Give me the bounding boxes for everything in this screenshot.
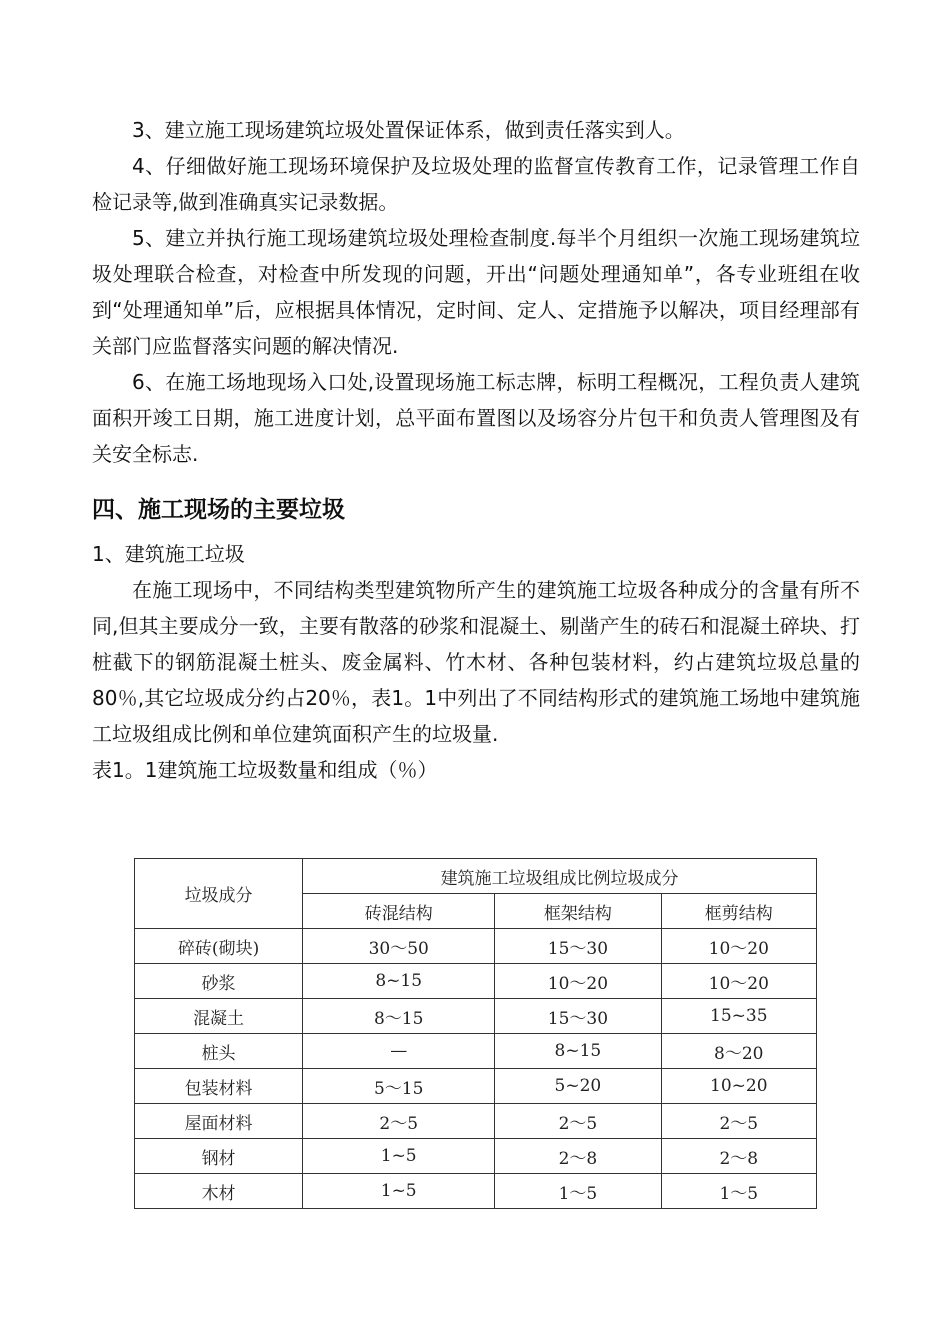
table-body	[135, 929, 817, 1209]
percentage-cell: 2～5	[303, 1104, 495, 1139]
percentage-cell: 5～15	[303, 1069, 495, 1104]
paragraph-item-6: 6、在施工场地现场入口处,设置现场施工标志牌，标明工程概况，工程负责人建筑面积开竣工日期，施工进度计划，总平面布置图以及场容分片包干和负责人管理图及有关安全标志.	[92, 370, 860, 466]
percentage-cell: 15~35	[661, 999, 816, 1034]
component-name-cell: 钢材	[135, 1139, 303, 1174]
row-header-cell: 垃圾成分	[135, 859, 303, 929]
section-body-paragraph: 在施工现场中，不同结构类型建筑物所产生的建筑施工垃圾各种成分的含量有所不同,但其主要成分一致，主要有散落的砂浆和混凝土、剔凿产生的砖石和混凝土碎块、打桩截下的钢筋混凝土桩头、废金属料、竹木材、各种包装材料，约占建筑垃圾总量的80％,其它垃圾成分约占20％，表1。1中列出了不同结构形式的建筑施工场地中建筑施工垃圾组成比例和单位建筑面积产生的垃圾量.	[92, 578, 860, 746]
section-heading: 四、施工现场的主要垃圾	[92, 497, 345, 523]
table-row	[135, 964, 817, 999]
paragraph-item-5: 5、建立并执行施工现场建筑垃圾处理检查制度.每半个月组织一次施工现场建筑垃圾处理联合检查，对检查中所发现的问题，开出“问题处理通知单”，各专业班组在收到“处理通知单”后，应根据具体情况，定时间、定人、定措施予以解决，项目经理部有关部门应监督落实问题的解决情况.	[92, 226, 860, 358]
table-row	[135, 1069, 817, 1104]
percentage-cell: 30～50	[303, 929, 495, 964]
percentage-cell: 15～30	[495, 929, 661, 964]
table-row	[135, 1104, 817, 1139]
table-caption: 表1。1建筑施工垃圾数量和组成（％）	[92, 758, 438, 782]
component-name-cell: 碎砖(砌块)	[135, 929, 303, 964]
section-subheading: 1、建筑施工垃圾	[92, 542, 245, 566]
group-header-cell: 建筑施工垃圾组成比例垃圾成分	[303, 859, 817, 894]
component-name-cell: 桩头	[135, 1034, 303, 1069]
table-row	[135, 999, 817, 1034]
percentage-cell: 1～5	[495, 1174, 661, 1209]
percentage-cell: 10～20	[495, 964, 661, 999]
percentage-cell: 2～8	[661, 1139, 816, 1174]
percentage-cell: 2～5	[661, 1104, 816, 1139]
paragraph-item-4: 4、仔细做好施工现场环境保护及垃圾处理的监督宣传教育工作，记录管理工作自检记录等,做到准确真实记录数据。	[92, 154, 860, 214]
table-row	[135, 1174, 817, 1209]
percentage-cell: 2～5	[495, 1104, 661, 1139]
component-name-cell: 包装材料	[135, 1069, 303, 1104]
percentage-cell: 1~5	[303, 1174, 495, 1209]
percentage-cell: 8~15	[303, 964, 495, 999]
column-header-frame: 框架结构	[495, 894, 661, 929]
percentage-cell: 10～20	[661, 964, 816, 999]
percentage-cell: 8～15	[303, 999, 495, 1034]
column-header-brick-concrete: 砖混结构	[303, 894, 495, 929]
percentage-cell: 1~5	[303, 1139, 495, 1174]
component-name-cell: 木材	[135, 1174, 303, 1209]
percentage-cell: —	[303, 1034, 495, 1069]
column-header-frame-shear: 框剪结构	[661, 894, 816, 929]
percentage-cell: 8~15	[495, 1034, 661, 1069]
percentage-cell: 15～30	[495, 999, 661, 1034]
table-row	[135, 1034, 817, 1069]
document-body	[92, 112, 860, 794]
percentage-cell: 10~20	[661, 1069, 816, 1104]
percentage-cell: 2～8	[495, 1139, 661, 1174]
table-row	[135, 1139, 817, 1174]
paragraph-item-3: 3、建立施工现场建筑垃圾处置保证体系，做到责任落实到人。	[132, 118, 685, 142]
component-name-cell: 混凝土	[135, 999, 303, 1034]
component-name-cell: 砂浆	[135, 964, 303, 999]
table-row	[135, 929, 817, 964]
waste-composition-table	[134, 858, 817, 1209]
percentage-cell: 5~20	[495, 1069, 661, 1104]
component-name-cell: 屋面材料	[135, 1104, 303, 1139]
table-header-row	[135, 859, 817, 894]
percentage-cell: 10～20	[661, 929, 816, 964]
percentage-cell: 8～20	[661, 1034, 816, 1069]
percentage-cell: 1～5	[661, 1174, 816, 1209]
